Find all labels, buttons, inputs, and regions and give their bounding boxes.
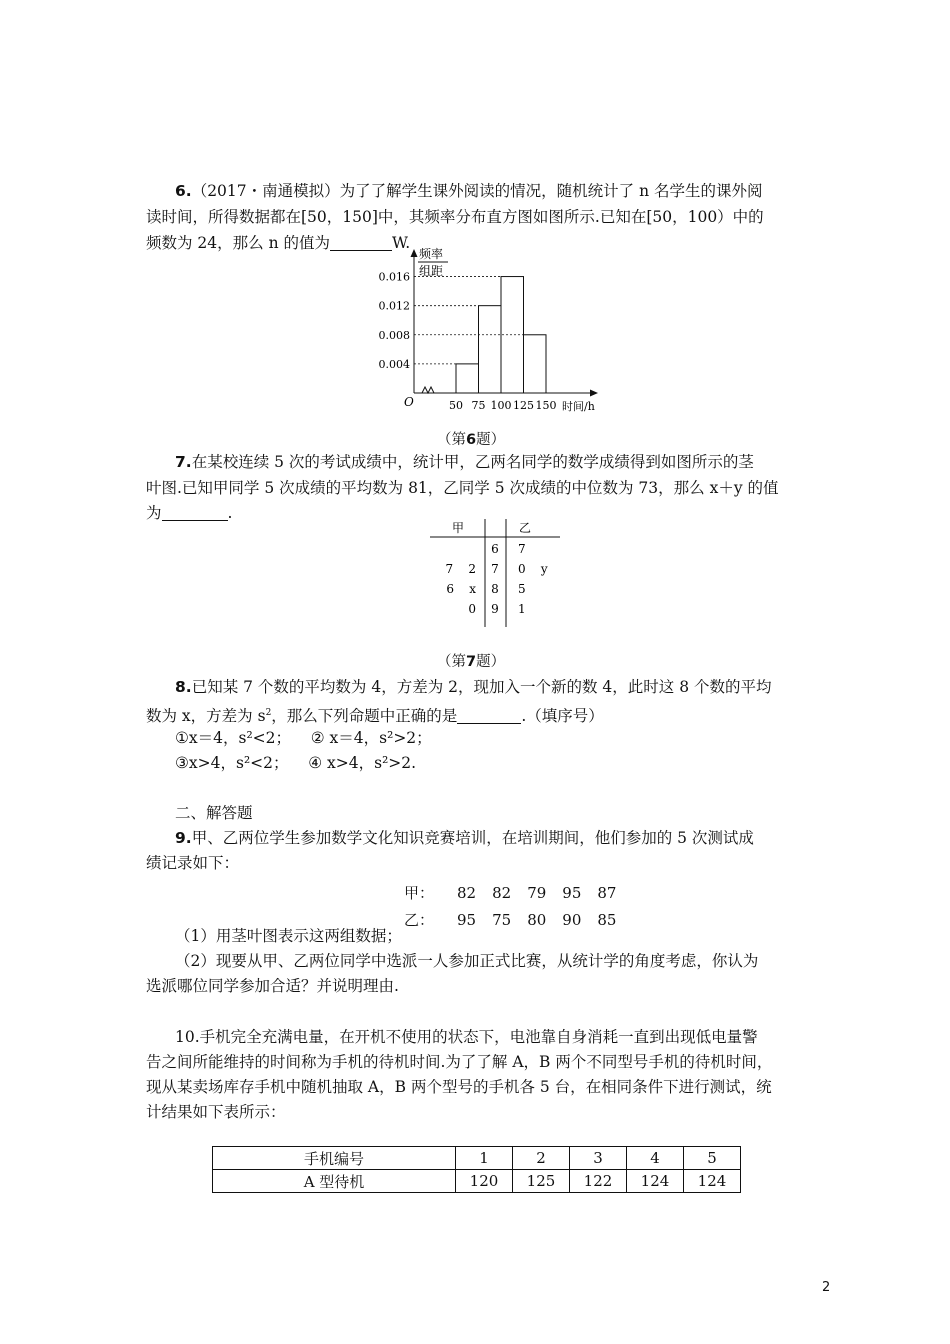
q9-line2: 绩记录如下：: [146, 854, 240, 872]
histogram-bar: [479, 306, 502, 393]
stem-leaf-stem: 9: [491, 602, 499, 616]
table-header-cell: 1: [456, 1147, 513, 1170]
score-cell: 80: [527, 910, 547, 929]
histogram-chart: [370, 243, 610, 418]
stem-leaf-stem: 8: [491, 582, 499, 596]
section-heading: 二、解答题: [175, 804, 253, 822]
q7-number: 7.: [175, 453, 192, 471]
stem-leaf-left-header: 甲: [451, 521, 465, 535]
q9-part2-line1: （2）现要从甲、乙两位同学中选派一人参加正式比赛，从统计学的角度考虑，你认为: [175, 952, 759, 970]
q7-answer-blank: [162, 506, 228, 521]
score-cell: 85: [597, 910, 617, 929]
y-axis-arrow: [411, 249, 418, 257]
q10-phone-table: [212, 1146, 741, 1193]
q8-number: 8.: [175, 678, 192, 696]
q7-line3-pre: 为: [146, 504, 162, 522]
q8-line2: 数为 x，方差为 $s^2$，那么下列命题中正确的是 .（填序号）: [146, 707, 604, 726]
table-cell: 124: [627, 1170, 684, 1193]
table-row: [213, 1170, 741, 1193]
table-header-cell: 5: [684, 1147, 741, 1170]
q7-text1: 在某校连续 5 次的考试成绩中，统计甲，乙两名同学的数学成绩得到如图所示的茎: [191, 453, 754, 471]
q8-options-1: ①x＝4，s²<2； ② x＝4，s²>2；: [175, 729, 432, 747]
stem-leaf-right-leaves: 1: [518, 602, 526, 616]
table-header-label: 手机编号: [213, 1147, 456, 1170]
x-tick-label: 50: [449, 399, 463, 412]
q9-part1: （1）用茎叶图表示这两组数据；: [175, 927, 402, 945]
q10-line1: 10.手机完全充满电量，在开机不使用的状态下，电池靠自身消耗一直到出现低电量警: [175, 1028, 758, 1046]
score-cell: 95: [457, 910, 477, 929]
stem-leaf-left-leaves: 6 x: [446, 582, 476, 596]
x-axis-arrow: [590, 390, 598, 397]
q6-number: 6.: [175, 182, 192, 200]
y-axis-label-bottom: 组距: [419, 264, 444, 278]
axis-break-mark: [422, 387, 434, 393]
y-tick-label: 0.004: [378, 357, 410, 371]
score-cell: 75: [492, 910, 512, 929]
origin-label: O: [404, 395, 414, 409]
table-cell: 125: [513, 1170, 570, 1193]
histogram-bar: [501, 277, 524, 393]
q10-line2: 告之间所能维持的时间称为手机的待机时间.为了了解 A，B 两个不同型号手机的待机时间，: [146, 1053, 773, 1071]
histogram-bar: [456, 364, 479, 393]
q10-line3: 现从某卖场库存手机中随机抽取 A，B 两个型号的手机各 5 台，在相同条件下进行测试，统: [146, 1078, 772, 1096]
histogram-bar: [524, 335, 547, 393]
q9-text1: 甲、乙两位学生参加数学文化知识竞赛培训，在培训期间，他们参加的 5 次测试成: [191, 829, 754, 847]
x-tick-label: 75: [471, 399, 486, 412]
q7-line2: 叶图.已知甲同学 5 次成绩的平均数为 81，乙同学 5 次成绩的中位数为 73，那么 x＋y 的值: [146, 479, 779, 497]
q8-options-2: ③x>4，s²<2； ④ x>4，s²>2.: [175, 754, 417, 772]
score-cell: 95: [562, 883, 582, 902]
stem-leaf-stem: 6: [491, 542, 499, 556]
y-axis-label-top: 频率: [419, 247, 444, 261]
q6-line2: 读时间，所得数据都在[50，150]中，其频率分布直方图如图所示.已知在[50，100）中的: [146, 208, 764, 226]
score-cell: 82: [492, 883, 512, 902]
page-number: 2: [822, 1280, 831, 1295]
q8-answer-blank: [457, 709, 521, 724]
table-cell: 124: [684, 1170, 741, 1193]
q9-score-table: [395, 878, 625, 934]
table-cell: 122: [570, 1170, 627, 1193]
table-cell: 120: [456, 1170, 513, 1193]
table-row: [397, 907, 623, 932]
y-tick-label: 0.016: [378, 270, 410, 284]
q8-line1: [175, 677, 772, 697]
q9-number: 9.: [175, 829, 192, 847]
table-row: [397, 880, 623, 905]
stem-leaf-right-leaves: 7: [518, 542, 526, 556]
score-cell: 87: [597, 883, 617, 902]
stem-leaf-right-leaves: 5: [518, 582, 526, 596]
q7-line3-post: .: [227, 504, 233, 522]
q8-text1: 已知某 7 个数的平均数为 4，方差为 2，现加入一个新的数 4，此时这 8 个数的平均: [191, 678, 772, 696]
x-tick-label: 125: [513, 399, 534, 412]
q10-line4: 计结果如下表所示：: [146, 1103, 286, 1121]
q9-part2-line2: 选派哪位同学参加合适？并说明理由.: [146, 977, 399, 995]
q9-line1: [175, 828, 754, 848]
yi-label: 乙：: [404, 911, 435, 929]
score-cell: 82: [457, 883, 477, 902]
stem-leaf-stem: 7: [491, 562, 499, 576]
x-tick-label: 100: [490, 399, 512, 412]
x-tick-label: 150: [535, 399, 557, 412]
stem-leaf-right-header: 乙: [518, 521, 532, 535]
q7-line3: [146, 503, 232, 523]
y-tick-label: 0.012: [378, 299, 410, 313]
score-cell: 79: [527, 883, 547, 902]
stem-leaf-right-leaves: 0 y: [518, 562, 548, 576]
q6-text1: （2017・南通模拟）为了了解学生课外阅读的情况，随机统计了 n 名学生的课外阅: [191, 182, 763, 200]
table-header-cell: 2: [513, 1147, 570, 1170]
table-row-label: A 型待机: [213, 1170, 456, 1193]
x-axis-label: 时间/h: [562, 400, 595, 413]
q6-line3-pre: 频数为 24，那么 n 的值为: [146, 234, 330, 252]
table-header-cell: 3: [570, 1147, 627, 1170]
stem-leaf-plot: [420, 517, 570, 629]
stem-leaf-left-leaves: 7 2: [445, 562, 476, 576]
q6-line1: [175, 181, 762, 201]
q7-caption: （第7题）: [437, 654, 506, 670]
y-tick-label: 0.008: [378, 328, 410, 342]
q6-line3-post: W.: [392, 234, 411, 252]
q7-line1: [175, 452, 754, 472]
score-cell: 90: [562, 910, 582, 929]
jia-label: 甲：: [404, 884, 435, 902]
table-row: [213, 1147, 741, 1170]
stem-leaf-left-leaves: 0: [468, 602, 476, 616]
q6-caption: （第6题）: [437, 432, 506, 448]
table-header-cell: 4: [627, 1147, 684, 1170]
